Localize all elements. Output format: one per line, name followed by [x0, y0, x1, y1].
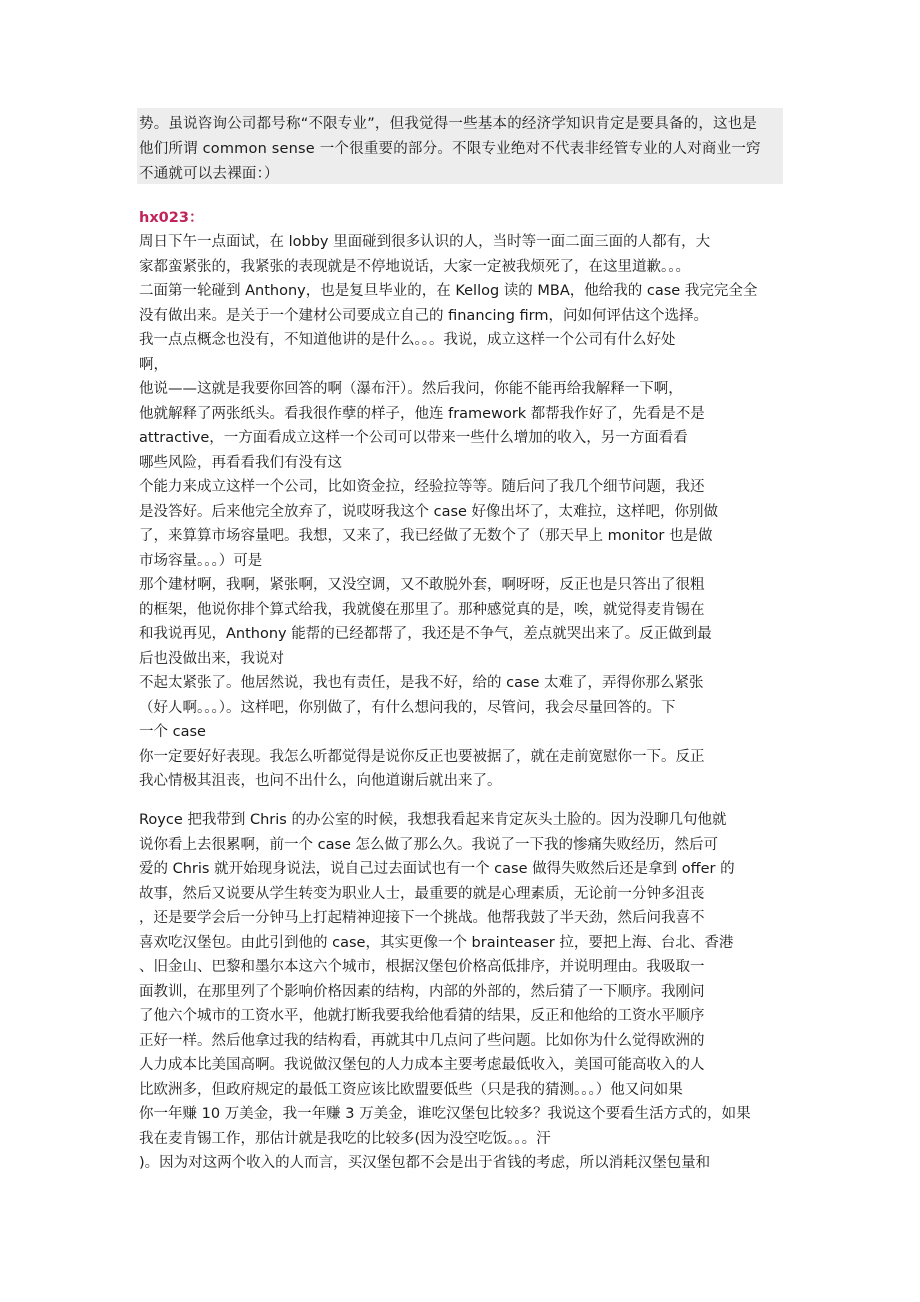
- paragraph-line: 我在麦肯锡工作，那估计就是我吃的比较多(因为没空吃饭。。。汗: [139, 1130, 551, 1147]
- paragraph-line: 他就解释了两张纸头。看我很作孽的样子，他连 framework 都帮我作好了，先看是不是: [139, 405, 705, 422]
- paragraph-line: 人力成本比美国高啊。我说做汉堡包的人力成本主要考虑最低收入，美国可能高收入的人: [139, 1057, 705, 1073]
- paragraph-line: 后也没做出来，我说对: [139, 650, 284, 667]
- quote-line: 不通就可以去裸面：）: [139, 166, 279, 182]
- paragraph-line: 二面第一轮碰到 Anthony，也是复旦毕业的，在 Kellog 读的 MBA，他给我的 case 我完完全全: [139, 283, 758, 299]
- paragraph-line: 故事，然后又说要从学生转变为职业人士，最重要的就是心理素质，无论前一分钟多沮丧: [139, 885, 705, 902]
- paragraph-line: 比欧洲多，但政府规定的最低工资应该比欧盟要低些（只是我的猜测。。。）他又问如果: [139, 1081, 683, 1098]
- paragraph-line: 家都蛮紧张的，我紧张的表现就是不停地说话，大家一定被我烦死了，在这里道歉。。。: [139, 258, 690, 275]
- paragraph-line: （好人啊。。。）。这样吧，你别做了，有什么想问我的，尽管问，我会尽量回答的。下: [139, 699, 676, 716]
- paragraph-line: 周日下午一点面试，在 lobby 里面碰到很多认识的人，当时等一面二面三面的人都有，大: [139, 234, 711, 250]
- paragraph-line: 、旧金山、巴黎和墨尔本这六个城市，根据汉堡包价格高低排序，并说明理由。我吸取一: [139, 959, 705, 975]
- paragraph-line: 喜欢吃汉堡包。由此引到他的 case，其实更像一个 brainteaser 拉，要把上海、台北、香港: [139, 934, 734, 951]
- paragraph-line: 和我说再见，Anthony 能帮的已经都帮了，我还是不争气，差点就哭出来了。反正做到最: [139, 626, 712, 642]
- paragraph-line: 个能力来成立这样一个公司，比如资金拉，经验拉等等。随后问了我几个细节问题，我还: [139, 479, 705, 495]
- paragraph-line: 我心情极其沮丧，也问不出什么，向他道谢后就出来了。: [139, 773, 502, 789]
- paragraph-line: 了，来算算市场容量吧。我想，又来了，我已经做了无数个了（那天早上 monitor 也是做: [139, 528, 713, 544]
- paragraph-line: 市场容量。。。）可是: [139, 552, 263, 569]
- author-label: hx023：: [139, 210, 204, 226]
- paragraph-line: 那个建材啊，我啊，紧张啊，又没空调，又不敢脱外套，啊呀呀，反正也是只答出了很粗: [139, 577, 705, 593]
- paragraph-line: 正好一样。然后他拿过我的结构看，再就其中几点问了些问题。比如你为什么觉得欧洲的: [139, 1032, 705, 1049]
- paragraph-line: 我一点点概念也没有，不知道他讲的是什么。。。我说，成立这样一个公司有什么好处: [139, 332, 676, 348]
- paragraph-line: 的框架，他说你排个算式给我，我就傻在那里了。那种感觉真的是，唉，就觉得麦肯锡在: [139, 601, 705, 618]
- paragraph-line: 他说——这就是我要你回答的啊（瀑布汗）。然后我问，你能不能再给我解释一下啊，: [139, 381, 683, 397]
- paragraph-line: 啊，: [139, 356, 168, 373]
- paragraph-line: 你一年赚 10 万美金，我一年赚 3 万美金，谁吃汉堡包比较多？我说这个要看生活方式的，如果: [139, 1106, 751, 1122]
- paragraph-line: 一个 case: [139, 724, 206, 740]
- paragraph-line: 哪些风险，再看看我们有没有这: [139, 454, 342, 471]
- paragraph-line: )。因为对这两个收入的人而言，买汉堡包都不会是出于省钱的考虑，所以消耗汉堡包量和: [139, 1155, 711, 1171]
- paragraph-line: 面教训，在那里列了个影响价格因素的结构，内部的外部的，然后猜了一下顺序。我刚问: [139, 983, 705, 1000]
- paragraph-line: 没有做出来。是关于一个建材公司要成立自己的 financing firm，问如何评估这个选择。: [139, 307, 708, 324]
- paragraph-line: Royce 把我带到 Chris 的办公室的时候，我想我看起来肯定灰头土脸的。因为没聊几句他就: [139, 812, 727, 828]
- quote-line: 势。虽说咨询公司都号称“不限专业”，但我觉得一些基本的经济学知识肯定是要具备的，这也是: [139, 116, 758, 132]
- paragraph-line: ，还是要学会后一分钟马上打起精神迎接下一个挑战。他帮我鼓了半天劲，然后问我喜不: [139, 910, 705, 926]
- paragraph-line: 爱的 Chris 就开始现身说法，说自己过去面试也有一个 case 做得失败然后还是拿到 offer 的: [139, 861, 735, 877]
- paragraph-line: 不起太紧张了。他居然说，我也有责任，是我不好，给的 case 太难了，弄得你那么紧张: [139, 675, 704, 691]
- paragraph-line: 说你看上去很累啊，前一个 case 怎么做了那么久。我说了一下我的惨痛失败经历，然后可: [139, 836, 719, 853]
- quote-line: 他们所谓 common sense 一个很重要的部分。不限专业绝对不代表非经管专业的人对商业一窍: [139, 141, 761, 157]
- paragraph-line: 是没答好。后来他完全放弃了，说哎呀我这个 case 好像出坏了，太难拉，这样吧，你别做: [139, 503, 719, 520]
- paragraph-line: attractive，一方面看成立这样一个公司可以带来一些什么增加的收入，另一方面看看: [139, 430, 688, 446]
- paragraph-line: 你一定要好好表现。我怎么听都觉得是说你反正也要被据了，就在走前宽慰你一下。反正: [139, 748, 705, 765]
- paragraph-line: 了他六个城市的工资水平，他就打断我要我给他看猜的结果，反正和他给的工资水平顺序: [139, 1008, 705, 1024]
